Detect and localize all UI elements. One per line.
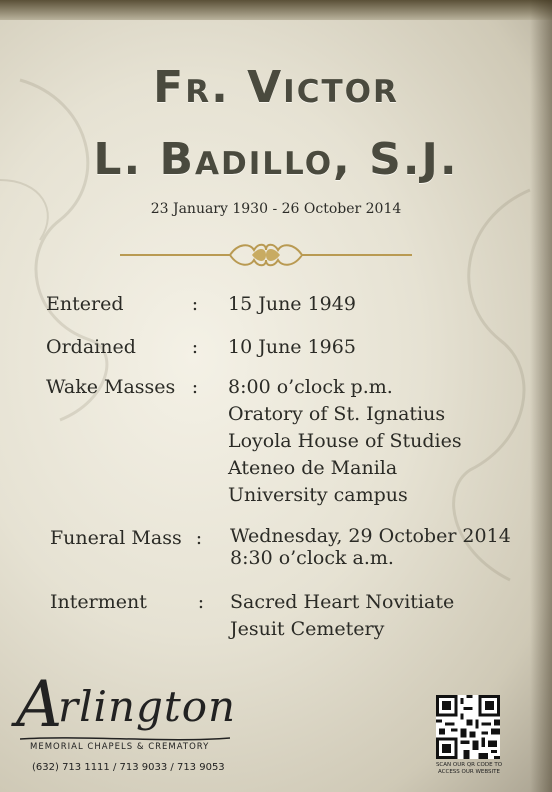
frame-right-shadow	[530, 0, 552, 792]
detail-value-line: 10 June 1965	[228, 336, 356, 358]
detail-label: Funeral Mass	[50, 527, 182, 549]
logo-wordmark: rlington	[58, 682, 237, 731]
qr-code-icon[interactable]	[436, 695, 500, 759]
detail-colon: :	[191, 293, 199, 315]
detail-value	[228, 334, 356, 361]
detail-value	[228, 374, 462, 509]
life-dates: 23 January 1930 - 26 October 2014	[150, 201, 402, 217]
logo-subtitle: MEMORIAL CHAPELS & CREMATORY	[30, 742, 210, 752]
name-line-1: Fr. Victor	[153, 62, 399, 113]
detail-colon: :	[191, 336, 199, 358]
detail-value-line: 8:30 o’clock a.m.	[230, 547, 394, 569]
detail-value-line: Wednesday, 29 October 2014	[230, 525, 511, 547]
qr-caption: SCAN OUR QR CODE TO ACCESS OUR WEBSITE	[435, 762, 503, 775]
detail-value-line: 8:00 o’clock p.m.	[228, 376, 393, 398]
detail-label: Entered	[46, 293, 124, 315]
detail-value	[230, 525, 511, 569]
detail-label: Ordained	[46, 336, 136, 358]
detail-colon: :	[195, 527, 203, 549]
detail-value-line: Jesuit Cemetery	[230, 618, 385, 640]
frame-top-edge	[0, 0, 552, 20]
logo-phone-numbers: (632) 713 1111 / 713 9033 / 713 9053	[32, 762, 225, 773]
gold-ornament-divider	[120, 238, 412, 272]
detail-label: Wake Masses	[46, 376, 176, 398]
detail-value-line: Ateneo de Manila	[228, 457, 398, 479]
detail-value	[230, 589, 454, 643]
detail-colon: :	[191, 376, 199, 398]
detail-value	[228, 291, 356, 318]
detail-value-line: Loyola House of Studies	[228, 430, 462, 452]
detail-label: Interment	[50, 591, 147, 613]
logo-initial: A	[16, 668, 63, 742]
detail-colon: :	[197, 591, 205, 613]
detail-value-line: 15 June 1949	[228, 293, 356, 315]
name-line-2: L. Badillo, S.J.	[93, 134, 459, 185]
detail-value-line: University campus	[228, 484, 408, 506]
detail-value-line: Oratory of St. Ignatius	[228, 403, 446, 425]
detail-value-line: Sacred Heart Novitiate	[230, 591, 455, 613]
